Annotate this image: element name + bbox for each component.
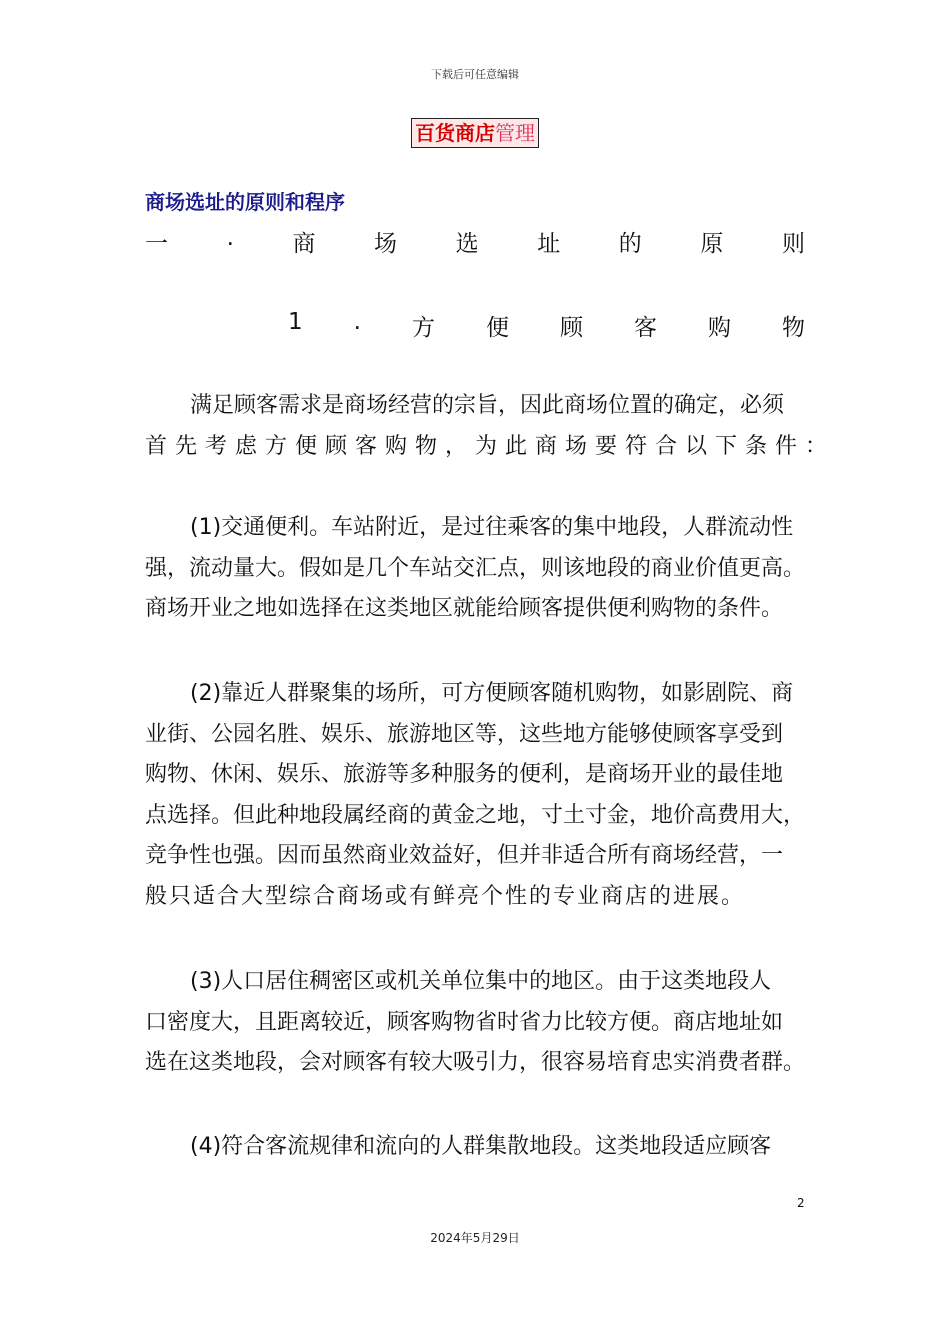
heading-char: 方 <box>411 315 435 341</box>
paragraph-line: (3)人口居住稠密区或机关单位集中的地区。由于这类地段人 <box>190 969 772 994</box>
paragraph-line: 强，流动量大。假如是几个车站交汇点，则该地段的商业价值更高。 <box>145 555 806 581</box>
heading-char: 一 <box>145 231 168 257</box>
paragraph-line: 商场开业之地如选择在这类地区就能给顾客提供便利购物的条件。 <box>145 596 784 621</box>
heading-char: 选 <box>455 231 479 257</box>
title-part-2: 管理 <box>495 121 535 145</box>
heading-char: 址 <box>537 231 561 257</box>
heading-char: 原 <box>700 231 724 257</box>
heading-char: . <box>353 309 361 335</box>
document-title <box>411 118 539 148</box>
paragraph-item-2 <box>145 674 810 917</box>
paragraph-line: 竞争性也强。因而虽然商业效益好，但并非适合所有商场经营，一 <box>145 843 784 868</box>
paragraph-line: 口密度大，且距离较近，顾客购物省时省力比较方便。商店地址如 <box>145 1009 784 1035</box>
heading-convenience <box>288 309 805 342</box>
heading-char: 购 <box>707 315 731 341</box>
heading-char: 便 <box>485 315 509 341</box>
paragraph-line: 选在这类地段，会对顾客有较大吸引力，很容易培育忠实消费者群。 <box>145 1050 806 1075</box>
paragraph-line: (2)靠近人群聚集的场所，可方便顾客随机购物，如影剧院、商 <box>190 681 794 706</box>
paragraph-line: (4)符合客流规律和流向的人群集散地段。这类地段适应顾客 <box>190 1134 772 1159</box>
heading-char: 场 <box>374 231 398 257</box>
paragraph-line: 购物、休闲、娱乐、旅游等多种服务的便利，是商场开业的最佳地 <box>145 762 784 787</box>
heading-char: 客 <box>633 315 657 341</box>
heading-char: 商 <box>292 231 316 257</box>
page-header: 下载后可任意编辑 <box>431 68 519 81</box>
heading-char: 物 <box>781 315 805 341</box>
heading-char: 的 <box>618 231 642 257</box>
paragraph-line: 业街、公园名胜、娱乐、旅游地区等，这些地方能够使顾客享受到 <box>145 721 784 747</box>
document-title-wrap <box>0 118 950 148</box>
heading-char: 1 <box>288 309 303 335</box>
paragraph-item-3 <box>145 962 810 1084</box>
footer-date: 2024年5月29日 <box>430 1231 520 1245</box>
heading-char: . <box>226 225 234 251</box>
paragraph-item-1 <box>145 508 810 630</box>
paragraph-item-4 <box>145 1127 810 1168</box>
paragraph-line: 满足顾客需求是商场经营的宗旨，因此商场位置的确定，必须 <box>190 393 785 418</box>
heading-char: 顾 <box>559 315 583 341</box>
paragraph-line: 般只适合大型综合商场或有鲜亮个性的专业商店的进展。 <box>145 883 746 909</box>
section-title: 商场选址的原则和程序 <box>145 190 345 214</box>
paragraph-line: (1)交通便利。车站附近，是过往乘客的集中地段，人群流动性 <box>190 515 794 540</box>
paragraph-line: 点选择。但此种地段属经商的黄金之地，寸土寸金，地价高费用大， <box>145 802 806 828</box>
paragraph-intro <box>145 386 836 467</box>
title-part-1: 百货商店 <box>415 121 495 145</box>
paragraph-line: 首先考虑方便顾客购物，为此商场要符合以下条件： <box>145 433 836 459</box>
page-number: 2 <box>797 1196 805 1210</box>
heading-char: 则 <box>781 231 805 257</box>
heading-principles <box>145 225 805 258</box>
